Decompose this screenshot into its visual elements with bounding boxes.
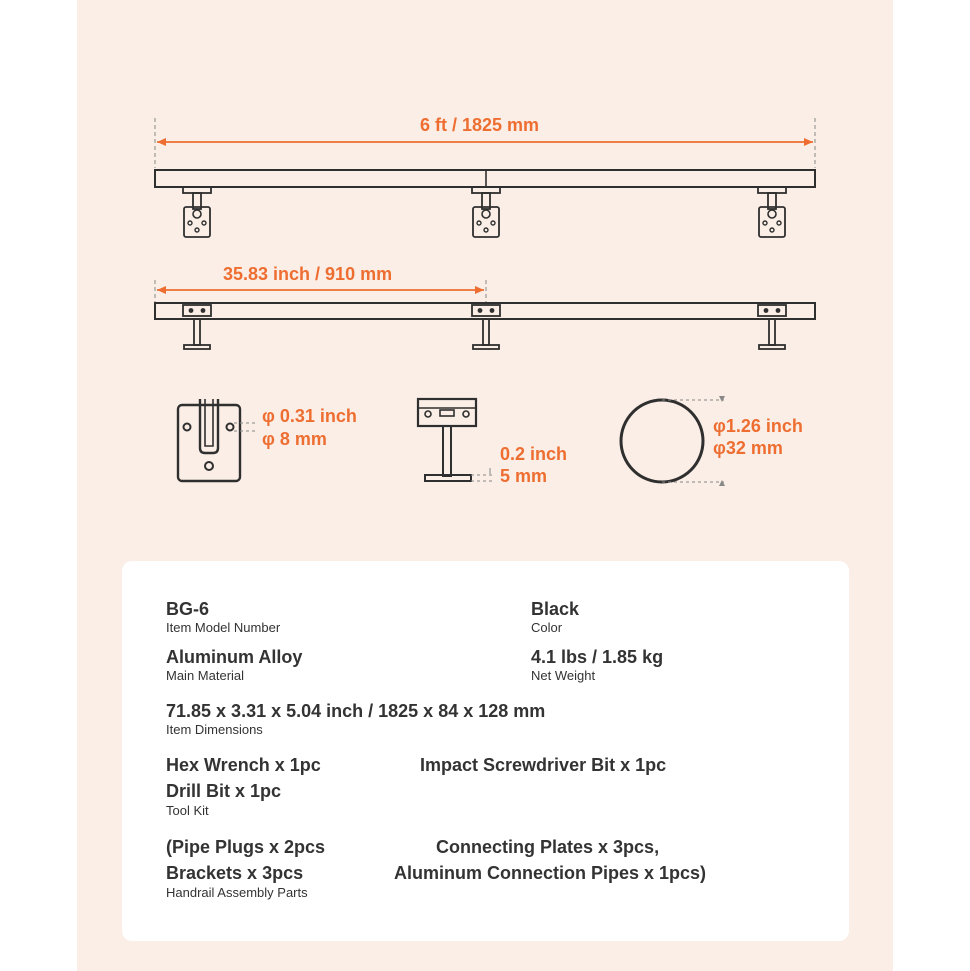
assembly-connecting-plates: Connecting Plates x 3pcs,: [436, 837, 660, 857]
assembly-pipe-plugs: (Pipe Plugs x 2pcs: [166, 837, 326, 857]
bracket-front-middle: [472, 170, 500, 237]
pipe-cross-section: [621, 396, 725, 486]
spec-model: [166, 598, 280, 636]
spec-model-value: BG-6: [166, 599, 210, 619]
spec-color: [531, 598, 579, 636]
tool-kit-screwdriver-bit: Impact Screwdriver Bit x 1pc: [420, 755, 667, 775]
pipe-diameter-mm-label: φ32 mm: [713, 438, 783, 458]
spec-weight-label: Net Weight: [531, 668, 596, 683]
bracket-front-right: [758, 187, 786, 237]
assembly-brackets: Brackets x 3pcs: [166, 863, 304, 883]
spec-dimensions-value: 71.85 x 3.31 x 5.04 inch / 1825 x 84 x 128 mm: [166, 701, 546, 721]
pipe-diameter-inch-label: φ1.26 inch: [713, 416, 803, 436]
hole-diameter-inch-label: φ 0.31 inch: [262, 406, 357, 426]
spec-dimensions-label: Item Dimensions: [166, 722, 263, 737]
plate-thickness-mm-label: 5 mm: [500, 466, 548, 486]
assembly-parts-label: Handrail Assembly Parts: [166, 885, 308, 900]
spec-model-label: Item Model Number: [166, 620, 281, 635]
spec-weight: [531, 646, 663, 684]
tool-kit-hex-wrench: Hex Wrench x 1pc: [166, 755, 321, 775]
handrail-front-view: [155, 170, 815, 187]
spec-material: [166, 646, 302, 684]
assembly-connection-pipes: Aluminum Connection Pipes x 1pcs): [394, 863, 707, 883]
hole-diameter-mm-label: φ 8 mm: [262, 429, 327, 449]
plate-thickness-inch-label: 0.2 inch: [500, 444, 568, 464]
spec-dimensions: [166, 700, 545, 738]
spec-material-value: Aluminum Alloy: [166, 647, 303, 667]
tool-kit-drill-bit: Drill Bit x 1pc: [166, 781, 282, 801]
bracket-spacing-label: 35.83 inch / 910 mm: [223, 264, 393, 284]
bracket-side-middle: [472, 305, 500, 349]
bracket-side-left: [183, 305, 211, 349]
bracket-thickness-detail: [418, 399, 495, 481]
spec-color-value: Black: [531, 599, 580, 619]
bracket-front-left: [183, 187, 211, 237]
spec-color-label: Color: [531, 620, 563, 635]
spec-material-label: Main Material: [166, 668, 245, 683]
spec-weight-value: 4.1 lbs / 1.85 kg: [531, 647, 664, 667]
tool-kit-label: Tool Kit: [166, 803, 209, 818]
mounting-plate-detail: [178, 399, 256, 481]
bracket-side-right: [758, 305, 786, 349]
length-total-label: 6 ft / 1825 mm: [420, 115, 540, 135]
